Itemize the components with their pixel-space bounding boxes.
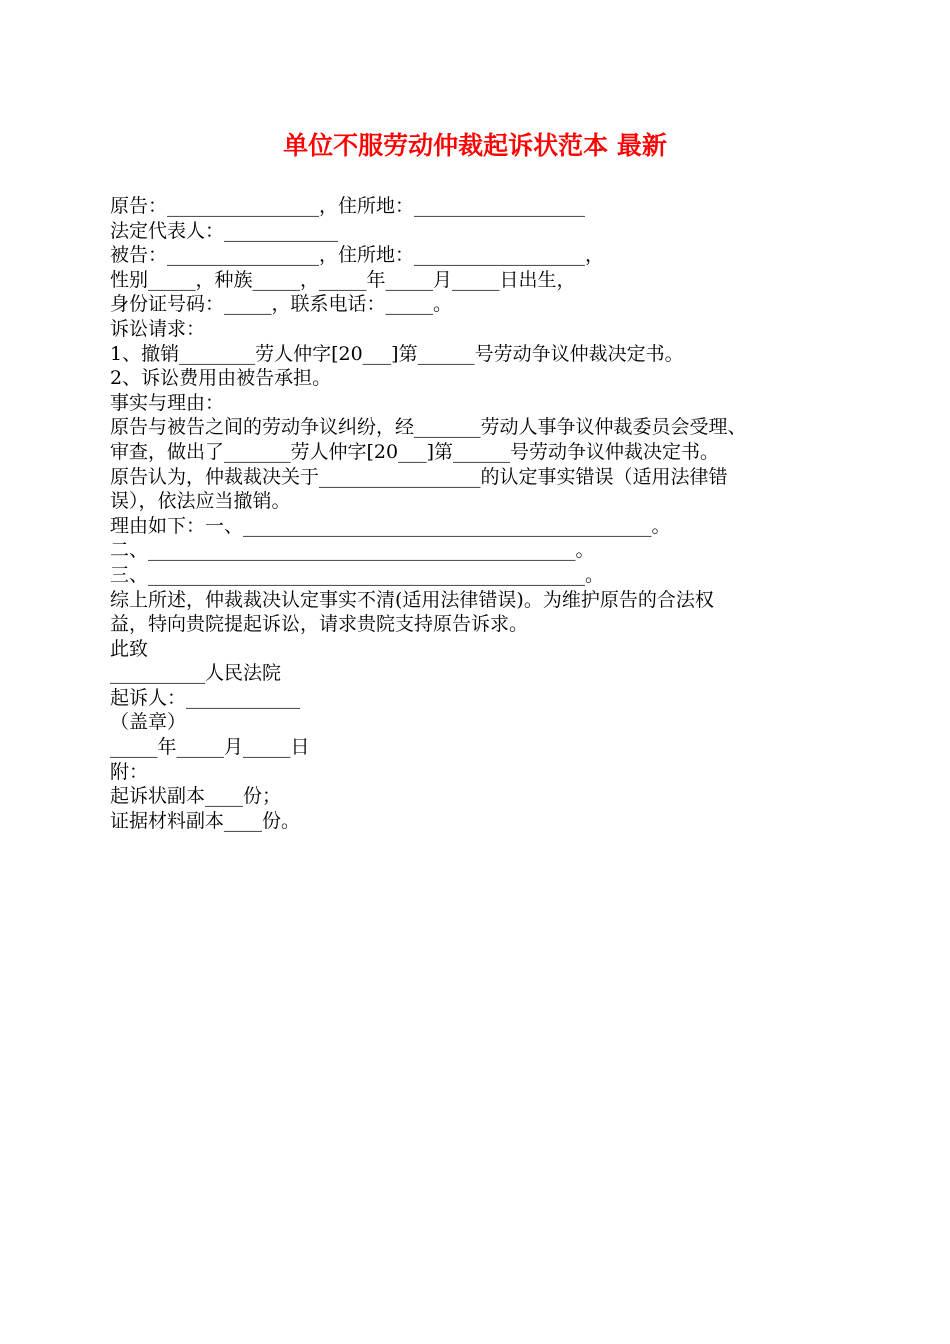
conclusion-line-1: 综上所述，仲裁裁决认定事实不清(适用法律错误)。为维护原告的合法权 bbox=[110, 588, 714, 611]
conclusion-line-2: 益，特向贵院提起诉讼，请求贵院支持原告诉求。 bbox=[110, 613, 529, 636]
seal-note: （盖章） bbox=[110, 711, 187, 734]
heading-attachments: 附： bbox=[110, 760, 149, 783]
heading-facts-reasons: 事实与理由： bbox=[110, 391, 225, 414]
claim-1: 1、撤销________劳人仲字[20___]第______号劳动争议仲裁决定书。 bbox=[110, 342, 684, 365]
facts-line-3: 原告认为，仲裁裁决关于_________________的认定事实错误（适用法律错 bbox=[110, 465, 728, 488]
line-gender-ethnicity-birth: 性别_____，种族_____，_____年_____月_____日出生， bbox=[110, 268, 576, 291]
facts-line-2: 审查，做出了_______劳人仲字[20___]第______号劳动争议仲裁决定书。 bbox=[110, 440, 720, 463]
reason-3: 三、______________________________________________。 bbox=[110, 563, 605, 586]
line-id-phone: 身份证号码：_____，联系电话：_____。 bbox=[110, 293, 453, 316]
salutation: 此致 bbox=[110, 637, 149, 660]
date-line: _____年_____月_____日 bbox=[110, 736, 310, 759]
facts-line-1: 原告与被告之间的劳动争议纠纷，经_______劳动人事争议仲裁委员会受理、 bbox=[110, 416, 747, 439]
line-legal-representative: 法定代表人：____________ bbox=[110, 219, 339, 242]
document-title: 单位不服劳动仲裁起诉状范本 最新 bbox=[283, 131, 667, 160]
court-name: __________人民法院 bbox=[110, 662, 282, 685]
line-defendant: 被告：________________，住所地：__________________， bbox=[110, 244, 605, 267]
line-plaintiff: 原告：________________，住所地：__________________ bbox=[110, 195, 586, 217]
reason-2: 二、_____________________________________________。 bbox=[110, 539, 595, 562]
attachment-copies: 起诉状副本____份； bbox=[110, 785, 282, 808]
claim-2: 2、诉讼费用由被告承担。 bbox=[110, 367, 332, 390]
facts-line-4: 误），依法应当撤销。 bbox=[110, 490, 291, 513]
attachment-evidence: 证据材料副本____份。 bbox=[110, 809, 301, 832]
reason-1: 理由如下：一、___________________________________________。 bbox=[110, 514, 671, 537]
document-body bbox=[110, 194, 850, 833]
plaintiff-signature: 起诉人：____________ bbox=[110, 686, 301, 709]
heading-claims: 诉讼请求： bbox=[110, 317, 206, 340]
